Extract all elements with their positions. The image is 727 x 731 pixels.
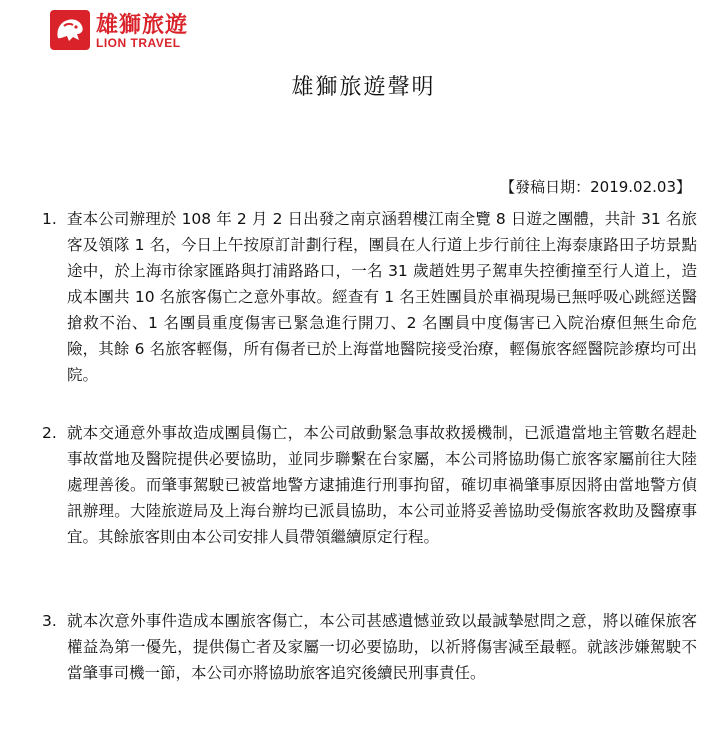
- brand-name-en: LION TRAVEL: [96, 36, 181, 50]
- release-date: 【發稿日期：2019.02.03】: [500, 178, 691, 196]
- item-number: 2.: [42, 424, 57, 442]
- lion-travel-logo: [50, 8, 200, 52]
- item-text: 就本交通意外事故造成團員傷亡，本公司啟動緊急事故救援機制，已派遣當地主管數名趕赴事故當地及醫院提供必要協助，並同步聯繫在台家屬，本公司將協助傷亡旅客家屬前往大陸處理善後。而肇事駕駛已被當地警方逮捕進行刑事拘留，確切車禍肇事原因將由當地警方偵訊辦理。大陸旅遊局及上海台辦均已派員協助，本公司並將妥善協助受傷旅客救助及醫療事宜。其餘旅客則由本公司安排人員帶領繼續原定行程。: [67, 424, 697, 546]
- page-title: 雄獅旅遊聲明: [291, 75, 436, 100]
- item-number: 1.: [42, 210, 57, 228]
- lion-head-icon: [50, 10, 90, 50]
- item-text: 就本次意外事件造成本團旅客傷亡，本公司甚感遺憾並致以最誠摯慰問之意，將以確保旅客權益為第一優先，提供傷亡者及家屬一切必要協助，以祈將傷害減至最輕。就該涉嫌駕駛不當肇事司機一節，本公司亦將協助旅客追究後續民刑事責任。: [67, 612, 697, 682]
- item-number: 3.: [42, 612, 57, 630]
- item-text: 查本公司辦理於 108 年 2 月 2 日出發之南京涵碧樓江南全覽 8 日遊之團體，共計 31 名旅客及領隊 1 名，今日上午按原訂計劃行程，團員在人行道上步行前往上海泰康路田子坊景點途中，於上海市徐家匯路與打浦路路口，一名 31 歲趙姓男子駕車失控衝撞至行人道上，造成本團共 10 名旅客傷亡之意外事故。經查有 1 名王姓團員於車禍現場已無呼吸心跳經送醫搶救不治、1 名團員重度傷害已緊急進行開刀、2 名團員中度傷害已入院治療但無生命危險，其餘 6 名旅客輕傷，所有傷者已於上海當地醫院接受治療，輕傷旅客經醫院診療均可出院。: [67, 210, 697, 384]
- brand-name-cn: 雄獅旅遊: [96, 13, 189, 38]
